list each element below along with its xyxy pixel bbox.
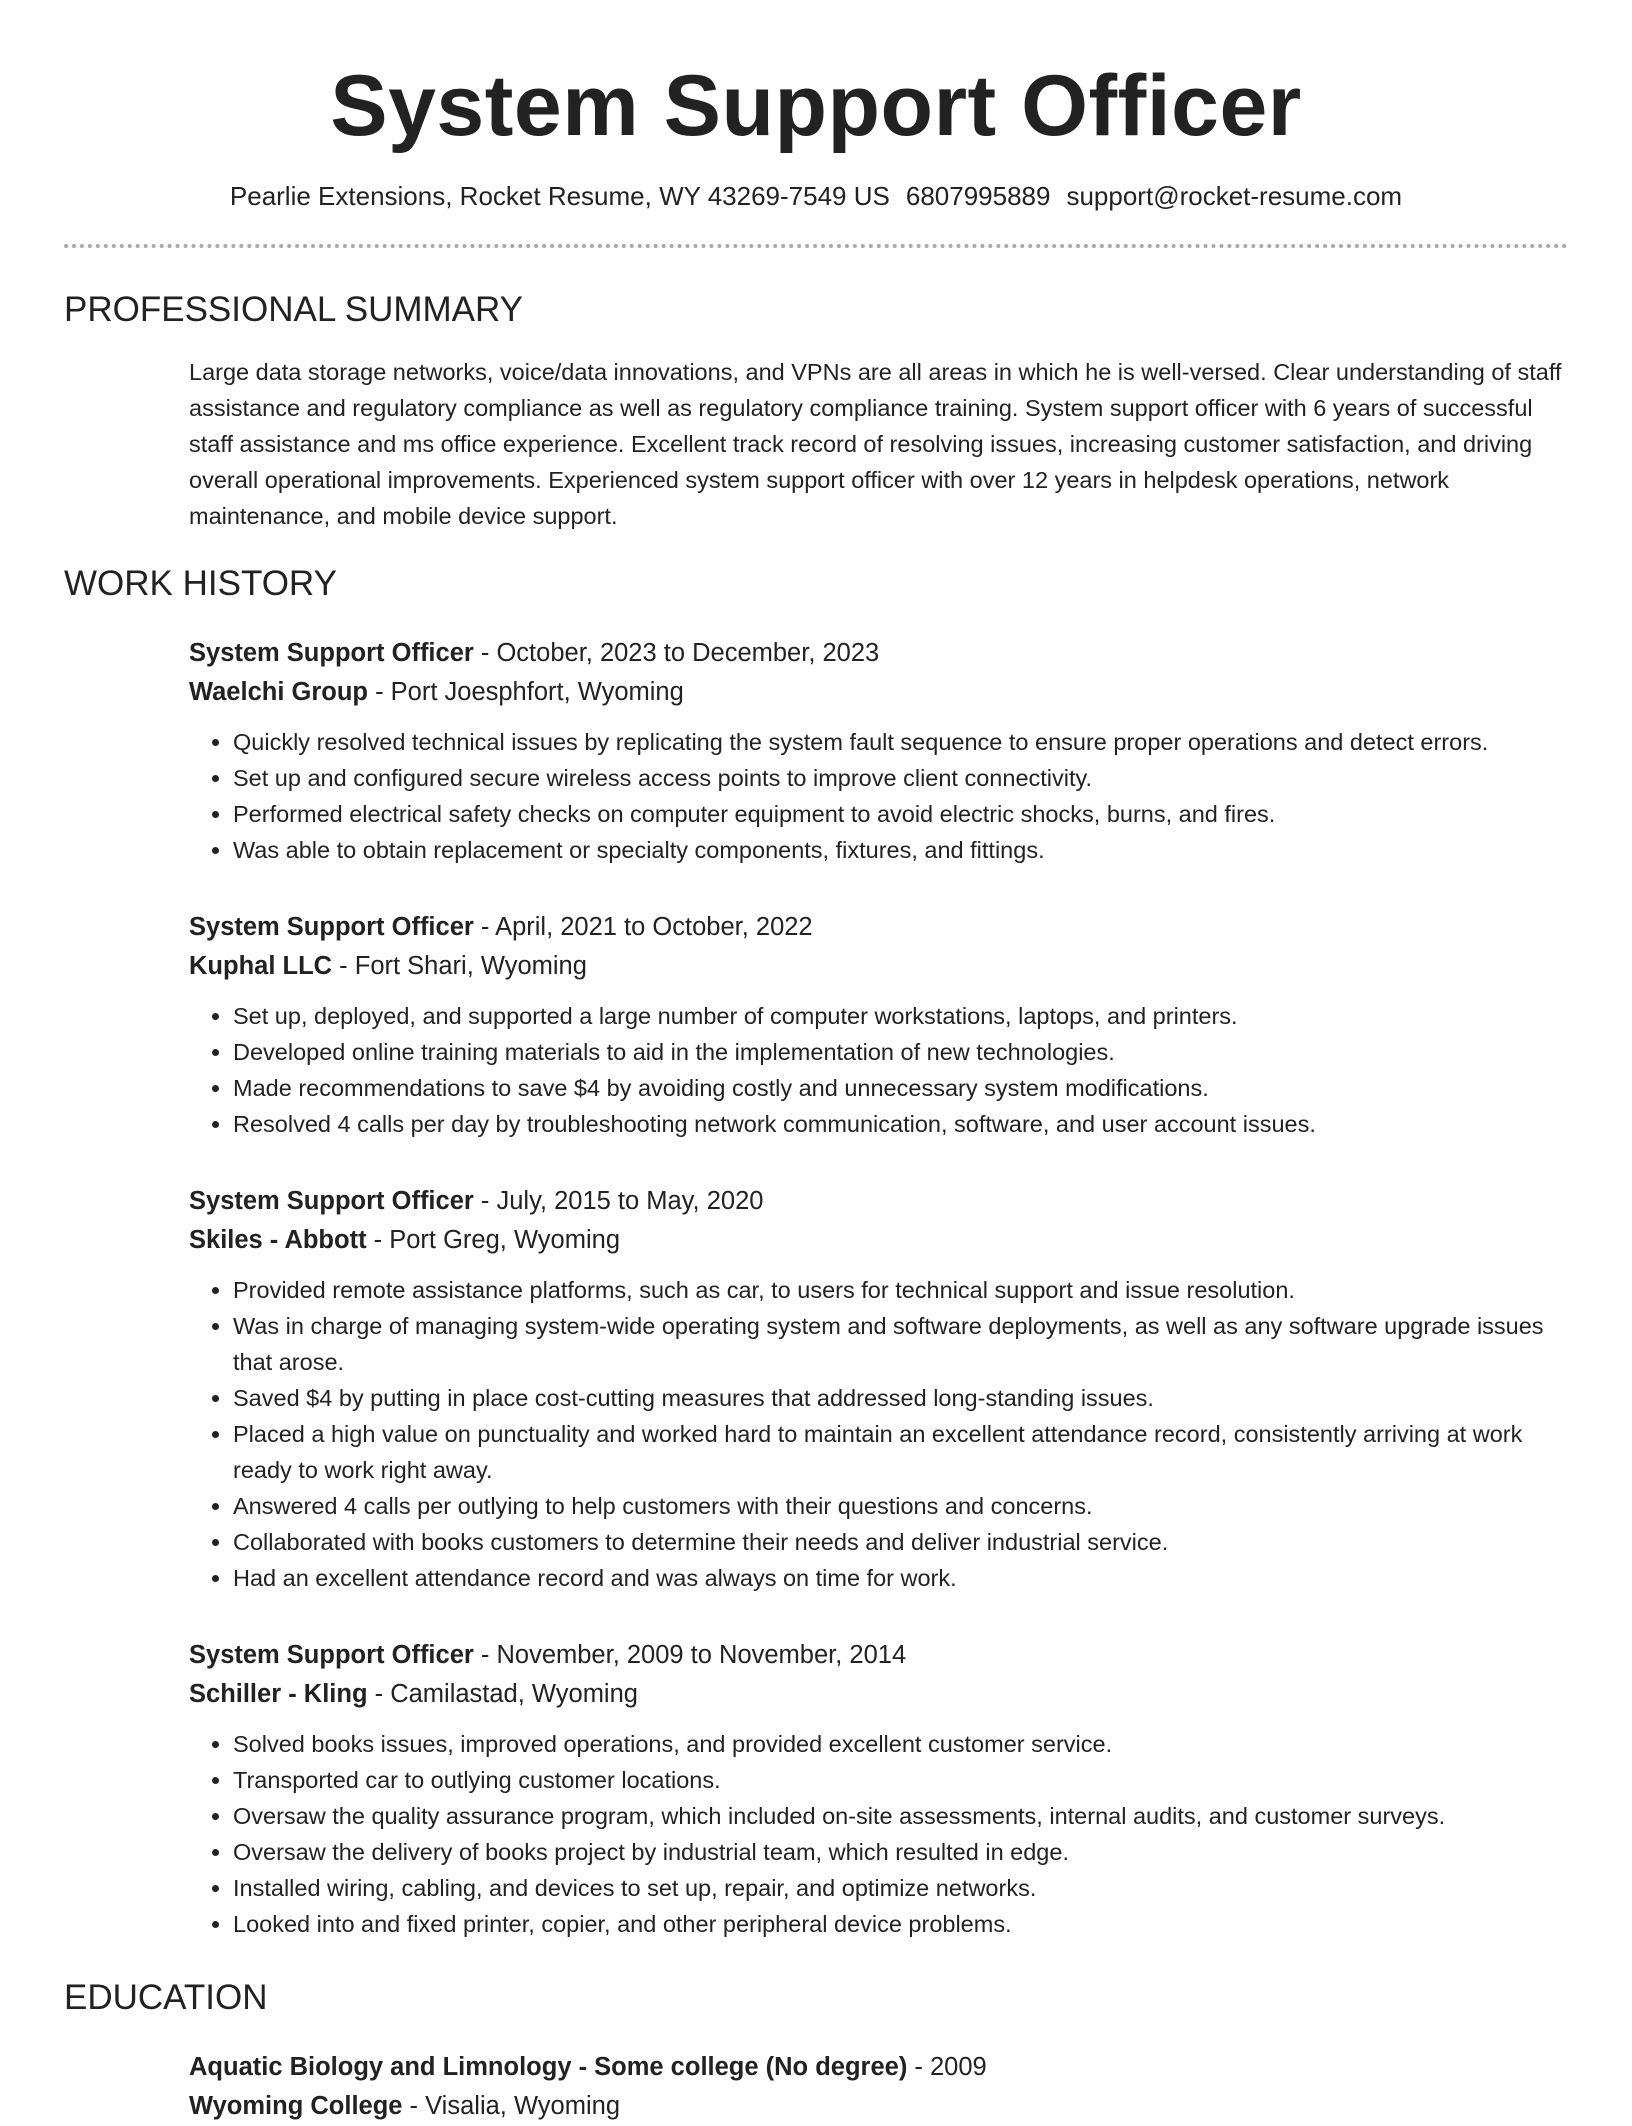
education-entry bbox=[189, 2048, 1568, 2126]
job-location: - Port Greg, Wyoming bbox=[366, 1226, 620, 1254]
job-bullets bbox=[189, 998, 1568, 1142]
job-company: Kuphal LLC bbox=[189, 952, 333, 980]
contact-line bbox=[64, 178, 1568, 214]
education-year: - 2009 bbox=[907, 2053, 987, 2081]
job-title-line bbox=[189, 634, 1568, 673]
job-entry bbox=[189, 634, 1568, 868]
education-location: - Visalia, Wyoming bbox=[402, 2092, 621, 2120]
job-location: - Camilastad, Wyoming bbox=[367, 1680, 638, 1708]
education-heading: EDUCATION bbox=[64, 1978, 268, 2017]
job-bullet: • Set up and configured secure wireless access points to improve client connectivity. bbox=[233, 760, 1568, 796]
job-bullet: • Quickly resolved technical issues by replicating the system fault sequence to ensure proper operations and detect errors. bbox=[233, 724, 1568, 760]
education-degree: Aquatic Biology and Limnology - Some college (No degree) bbox=[189, 2053, 908, 2081]
job-dates: - November, 2009 to November, 2014 bbox=[473, 1641, 907, 1669]
work-history-list bbox=[64, 634, 1568, 1942]
job-entry bbox=[189, 908, 1568, 1142]
summary-heading: PROFESSIONAL SUMMARY bbox=[64, 290, 523, 329]
job-dates: - October, 2023 to December, 2023 bbox=[473, 639, 880, 667]
job-bullet: • Had an excellent attendance record and was always on time for work. bbox=[233, 1560, 1568, 1596]
contact-email: support@rocket-resume.com bbox=[1066, 181, 1403, 211]
job-bullet: • Solved books issues, improved operations, and provided excellent customer service. bbox=[233, 1726, 1568, 1762]
job-bullet: • Oversaw the delivery of books project by industrial team, which resulted in edge. bbox=[233, 1834, 1568, 1870]
contact-phone: 6807995889 bbox=[905, 181, 1051, 211]
job-bullet: • Saved $4 by putting in place cost-cutting measures that addressed long-standing issues. bbox=[233, 1380, 1568, 1416]
job-bullets bbox=[189, 1272, 1568, 1596]
job-title: System Support Officer bbox=[189, 1187, 474, 1215]
summary-text: Large data storage networks, voice/data innovations, and VPNs are all areas in which he is well-versed. Clear understanding of staff assistance and regulatory compliance as well as regulatory compliance training. System support officer with 6 years of successful staff assistance and ms office experience. Excellent track record of resolving issues, increasing customer satisfaction, and driving overall operational improvements. Experienced system support officer with over 12 years in helpdesk operations, network maintenance, and mobile device support. bbox=[189, 359, 1562, 529]
job-company: Waelchi Group bbox=[189, 678, 368, 706]
job-company-line bbox=[189, 1221, 1568, 1260]
job-bullets bbox=[189, 1726, 1568, 1942]
job-title: System Support Officer bbox=[189, 1641, 474, 1669]
job-dates: - April, 2021 to October, 2022 bbox=[473, 913, 813, 941]
job-location: - Fort Shari, Wyoming bbox=[332, 952, 587, 980]
job-company-line bbox=[189, 673, 1568, 712]
job-bullet: • Provided remote assistance platforms, such as car, to users for technical support and issue resolution. bbox=[233, 1272, 1568, 1308]
job-company-line bbox=[189, 1675, 1568, 1714]
contact-address: Pearlie Extensions, Rocket Resume, WY 43269-7549 US bbox=[229, 181, 890, 211]
job-bullet: • Collaborated with books customers to determine their needs and deliver industrial service. bbox=[233, 1524, 1568, 1560]
job-bullet: • Made recommendations to save $4 by avoiding costly and unnecessary system modifications. bbox=[233, 1070, 1568, 1106]
job-title: System Support Officer bbox=[189, 913, 474, 941]
education-school-line bbox=[189, 2087, 1568, 2126]
resume-title: System Support Officer bbox=[330, 58, 1302, 154]
job-bullet: • Oversaw the quality assurance program, which included on-site assessments, internal audits, and customer surveys. bbox=[233, 1798, 1568, 1834]
job-bullet: • Set up, deployed, and supported a large number of computer workstations, laptops, and printers. bbox=[233, 998, 1568, 1034]
job-bullet: • Installed wiring, cabling, and devices to set up, repair, and optimize networks. bbox=[233, 1870, 1568, 1906]
work-history-heading: WORK HISTORY bbox=[64, 564, 337, 603]
job-location: - Port Joesphfort, Wyoming bbox=[368, 678, 684, 706]
job-company: Schiller - Kling bbox=[189, 1680, 368, 1708]
job-dates: - July, 2015 to May, 2020 bbox=[473, 1187, 764, 1215]
job-bullet: • Resolved 4 calls per day by troubleshooting network communication, software, and user account issues. bbox=[233, 1106, 1568, 1142]
job-bullet: • Was able to obtain replacement or specialty components, fixtures, and fittings. bbox=[233, 832, 1568, 868]
job-company-line bbox=[189, 947, 1568, 986]
job-entry bbox=[189, 1182, 1568, 1596]
job-title-line bbox=[189, 908, 1568, 947]
job-title: System Support Officer bbox=[189, 639, 474, 667]
job-company: Skiles - Abbott bbox=[189, 1226, 367, 1254]
job-bullet: • Performed electrical safety checks on computer equipment to avoid electric shocks, burns, and fires. bbox=[233, 796, 1568, 832]
job-bullet: • Answered 4 calls per outlying to help customers with their questions and concerns. bbox=[233, 1488, 1568, 1524]
job-title-line bbox=[189, 1636, 1568, 1675]
job-entry bbox=[189, 1636, 1568, 1942]
job-bullets bbox=[189, 724, 1568, 868]
job-bullet: • Placed a high value on punctuality and worked hard to maintain an excellent attendance record, consistently arriving at work ready to work right away. bbox=[233, 1416, 1568, 1488]
job-bullet: • Developed online training materials to aid in the implementation of new technologies. bbox=[233, 1034, 1568, 1070]
header-divider bbox=[64, 244, 1568, 248]
job-bullet: • Transported car to outlying customer locations. bbox=[233, 1762, 1568, 1798]
job-bullet: • Was in charge of managing system-wide operating system and software deployments, as well as any software upgrade issues that arose. bbox=[233, 1308, 1568, 1380]
job-bullet: • Looked into and fixed printer, copier, and other peripheral device problems. bbox=[233, 1906, 1568, 1942]
education-degree-line bbox=[189, 2048, 1568, 2087]
job-title-line bbox=[189, 1182, 1568, 1221]
education-school: Wyoming College bbox=[189, 2092, 403, 2120]
